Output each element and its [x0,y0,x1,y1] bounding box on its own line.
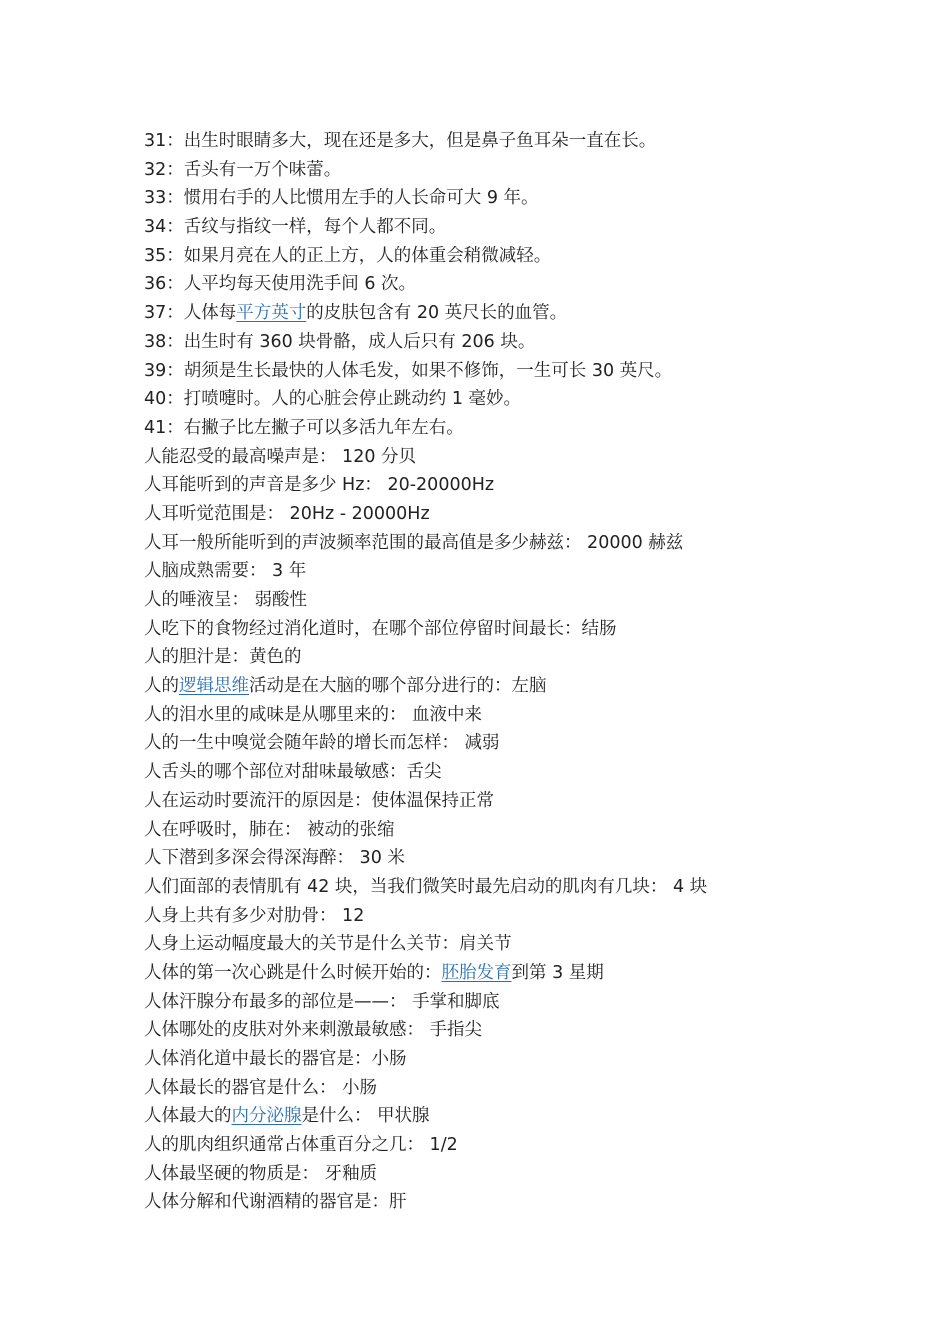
document-body [144,127,844,1217]
text-segment: 人体消化道中最长的器官是：小肠 [144,1049,407,1069]
text-segment: 39：胡须是生长最快的人体毛发，如果不修饰，一生可长 30 英尺。 [144,360,673,381]
text-segment: 人耳听觉范围是： 20Hz - 20000Hz [144,503,430,524]
text-segment: 36：人平均每天使用洗手间 6 次。 [144,274,417,295]
text-line [144,443,844,472]
text-segment: 人体的第一次心跳是什么时候开始的： [144,962,442,983]
text-line [144,672,844,701]
text-segment: 到第 3 星期 [511,962,604,983]
text-line [144,500,844,529]
text-line [144,156,844,185]
text-line [144,1160,844,1189]
text-segment: 35：如果月亮在人的正上方，人的体重会稍微减轻。 [144,245,552,266]
text-line [144,213,844,242]
text-line [144,127,844,156]
text-line [144,643,844,672]
text-segment: 人体最长的器官是什么： 小肠 [144,1077,378,1098]
text-line [144,529,844,558]
text-segment: 人的肌肉组织通常占体重百分之几： 1/2 [144,1135,458,1156]
text-segment: 人脑成熟需要： 3 年 [144,561,307,582]
text-line [144,988,844,1017]
text-line [144,270,844,299]
text-segment: 是什么： 甲状腺 [301,1106,430,1127]
text-segment: 人在运动时要流汗的原因是：使体温保持正常 [144,790,494,811]
text-segment: 人耳一般所能听到的声波频率范围的最高值是多少赫兹： 20000 赫兹 [144,532,684,553]
hyperlink[interactable]: 平方英寸 [236,303,307,324]
text-line [144,357,844,386]
text-line [144,242,844,271]
text-segment: 人耳能听到的声音是多少 Hz： 20-20000Hz [144,475,495,496]
text-segment: 人们面部的表情肌有 42 块，当我们微笑时最先启动的肌肉有几块： 4 块 [144,876,708,897]
text-line [144,873,844,902]
text-segment: 38：出生时有 360 块骨骼，成人后只有 206 块。 [144,331,536,352]
text-line [144,299,844,328]
text-segment: 31：出生时眼睛多大，现在还是多大，但是鼻子鱼耳朵一直在长。 [144,131,657,151]
text-line [144,787,844,816]
text-line [144,328,844,357]
text-line [144,930,844,959]
text-segment: 人身上运动幅度最大的关节是什么关节：肩关节 [144,934,512,955]
text-segment: 人的泪水里的咸味是从哪里来的： 血液中来 [144,704,483,725]
text-line [144,1016,844,1045]
text-segment: 人体分解和代谢酒精的器官是：肝 [144,1192,407,1213]
text-line [144,1102,844,1131]
text-line [144,385,844,414]
text-segment: 人的 [144,676,179,697]
text-segment: 41：右撇子比左撇子可以多活九年左右。 [144,417,464,438]
text-segment: 人的唾液呈： 弱酸性 [144,590,308,610]
text-line [144,1188,844,1217]
text-line [144,729,844,758]
text-segment: 32：舌头有一万个味蕾。 [144,159,342,180]
text-segment: 人体最大的 [144,1106,232,1127]
text-line [144,1045,844,1074]
hyperlink[interactable]: 胚胎发育 [441,962,512,983]
hyperlink[interactable]: 逻辑思维 [179,676,249,697]
text-line [144,615,844,644]
text-line [144,471,844,500]
text-segment: 人在呼吸时，肺在： 被动的张缩 [144,819,395,840]
text-line [144,701,844,730]
text-line [144,1131,844,1160]
text-line [144,557,844,586]
text-line [144,184,844,213]
text-line [144,586,844,615]
text-segment: 人体哪处的皮肤对外来刺激最敏感： 手指尖 [144,1020,483,1041]
text-segment: 的皮肤包含有 20 英尺长的血管。 [306,303,568,324]
text-segment: 人下潜到多深会得深海醉： 30 米 [144,848,405,869]
text-segment: 人体汗腺分布最多的部位是——： 手掌和脚底 [144,991,500,1012]
hyperlink[interactable]: 内分泌腺 [231,1106,302,1127]
text-line [144,816,844,845]
text-line [144,959,844,988]
text-segment: 33：惯用右手的人比惯用左手的人长命可大 9 年。 [144,188,539,209]
text-segment: 40：打喷嚏时。人的心脏会停止跳动约 1 毫妙。 [144,389,522,410]
text-line [144,902,844,931]
text-segment: 活动是在大脑的哪个部分进行的：左脑 [249,676,547,697]
text-segment: 人吃下的食物经过消化道时，在哪个部位停留时间最长：结肠 [144,618,617,639]
text-segment: 人能忍受的最高噪声是： 120 分贝 [144,446,417,467]
text-segment: 人体最坚硬的物质是： 牙釉质 [144,1163,378,1184]
text-segment: 人的一生中嗅觉会随年龄的增长而怎样： 减弱 [144,733,500,754]
text-line [144,758,844,787]
text-line [144,844,844,873]
text-segment: 人舌头的哪个部位对甜味最敏感：舌尖 [144,762,442,783]
text-segment: 37：人体每 [144,303,237,324]
text-segment: 34：舌纹与指纹一样，每个人都不同。 [144,217,447,238]
text-segment: 人的胆汁是：黄色的 [144,647,302,668]
text-line [144,1074,844,1103]
text-line [144,414,844,443]
text-segment: 人身上共有多少对肋骨： 12 [144,905,365,926]
